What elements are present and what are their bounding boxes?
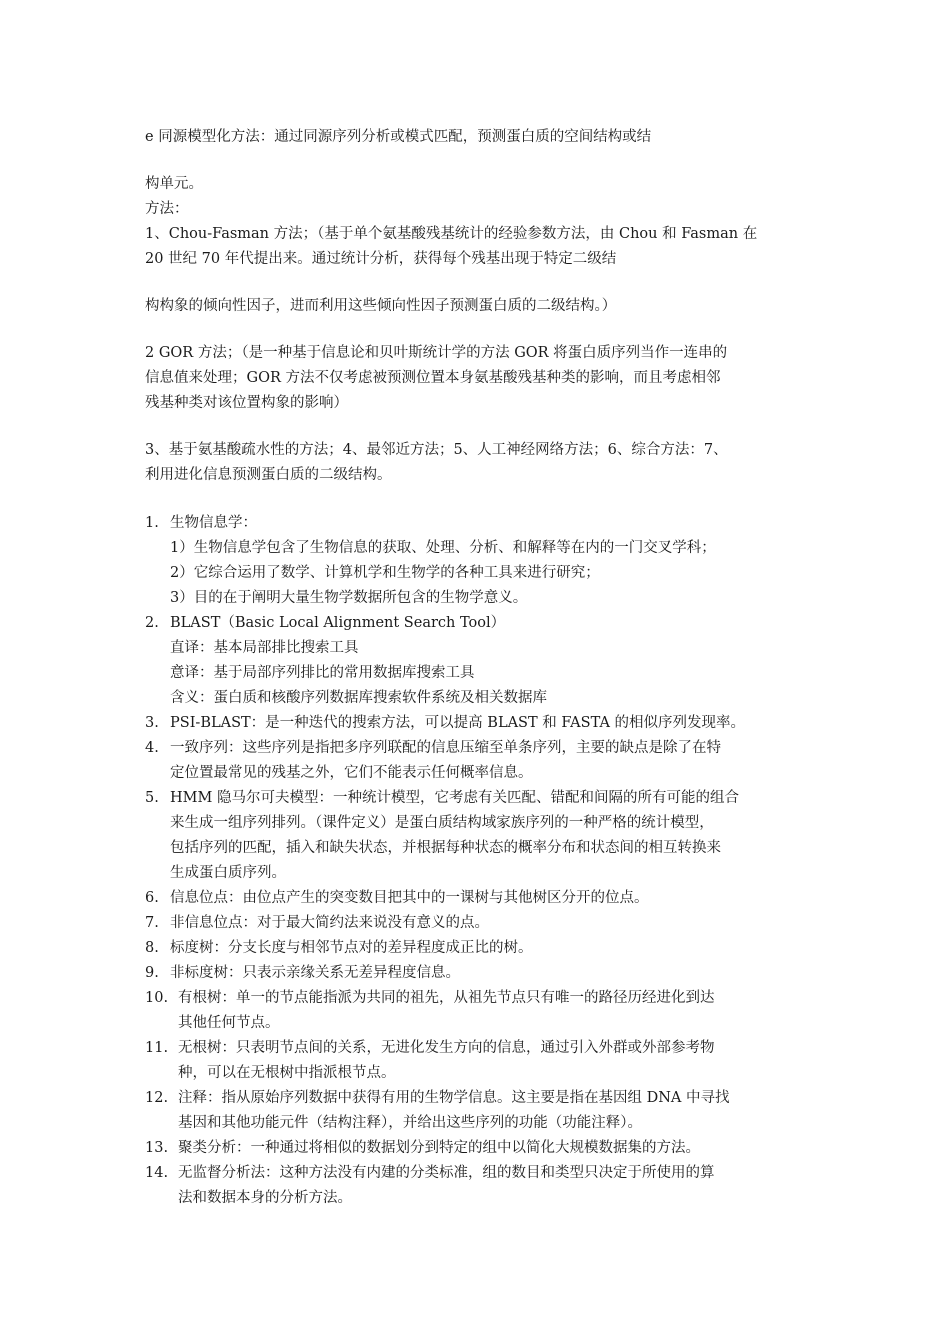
paragraph-line: 残基种类对该位置构象的影响） (145, 395, 348, 411)
list-item: 有根树：单一的节点能指派为共同的祖先，从祖先节点只有唯一的路径历经进化到达 (178, 990, 715, 1006)
list-item: PSI-BLAST：是一种迭代的搜索方法，可以提高 BLAST 和 FASTA 的相似序列发现率。 (170, 715, 746, 731)
paragraph-line: 3、基于氨基酸疏水性的方法；4、最邻近方法；5、人工神经网络方法；6、综合方法：7、 (145, 442, 728, 458)
list-number: 10. (145, 990, 169, 1006)
list-number: 5. (145, 790, 159, 806)
paragraph-line: 方法： (145, 201, 189, 217)
list-item: 标度树：分支长度与相邻节点对的差异程度成正比的树。 (170, 940, 533, 956)
list-item: 生物信息学： (170, 515, 257, 531)
list-subitem: 意译：基于局部序列排比的常用数据库搜索工具 (170, 665, 475, 681)
list-item-continued: 包括序列的匹配，插入和缺失状态，并根据每种状态的概率分布和状态间的相互转换来 (170, 840, 721, 856)
list-item: 非标度树：只表示亲缘关系无差异程度信息。 (170, 965, 460, 981)
paragraph-line: e 同源模型化方法：通过同源序列分析或模式匹配，预测蛋白质的空间结构或结 (145, 129, 652, 145)
list-item: 无根树：只表明节点间的关系，无进化发生方向的信息，通过引入外群或外部参考物 (178, 1040, 715, 1056)
list-item: 非信息位点：对于最大简约法来说没有意义的点。 (170, 915, 489, 931)
list-item-continued: 定位置最常见的残基之外，它们不能表示任何概率信息。 (170, 765, 533, 781)
list-number: 14. (145, 1165, 169, 1181)
list-number: 13. (145, 1140, 169, 1156)
list-item-continued: 种，可以在无根树中指派根节点。 (178, 1065, 396, 1081)
list-number: 11. (145, 1040, 169, 1056)
list-number: 9. (145, 965, 159, 981)
paragraph-line: 1、Chou-Fasman 方法；（基于单个氨基酸残基统计的经验参数方法，由 Chou 和 Fasman 在 (145, 226, 758, 242)
list-subitem: 2）它综合运用了数学、计算机学和生物学的各种工具来进行研究； (170, 565, 600, 581)
paragraph-line: 利用进化信息预测蛋白质的二级结构。 (145, 467, 392, 483)
list-item-continued: 其他任何节点。 (178, 1015, 280, 1031)
paragraph-line: 20 世纪 70 年代提出来。通过统计分析，获得每个残基出现于特定二级结 (145, 251, 617, 267)
paragraph-line: 构单元。 (145, 176, 203, 192)
list-number: 1. (145, 515, 159, 531)
list-item: 注释：指从原始序列数据中获得有用的生物学信息。这主要是指在基因组 DNA 中寻找 (178, 1090, 730, 1106)
list-number: 12. (145, 1090, 169, 1106)
list-item-continued: 基因和其他功能元件（结构注释），并给出这些序列的功能（功能注释）。 (178, 1115, 642, 1131)
list-item: 聚类分析：一种通过将相似的数据划分到特定的组中以简化大规模数据集的方法。 (178, 1140, 700, 1156)
list-item: BLAST（Basic Local Alignment Search Tool） (170, 615, 506, 631)
list-subitem: 1）生物信息学包含了生物信息的获取、处理、分析、和解释等在内的一门交叉学科； (170, 540, 716, 556)
list-item: HMM 隐马尔可夫模型：一种统计模型，它考虑有关匹配、错配和间隔的所有可能的组合 (170, 790, 739, 806)
paragraph-line: 信息值来处理；GOR 方法不仅考虑被预测位置本身氨基酸残基种类的影响，而且考虑相邻 (145, 370, 721, 386)
list-number: 3. (145, 715, 159, 731)
list-subitem: 含义：蛋白质和核酸序列数据库搜索软件系统及相关数据库 (170, 690, 547, 706)
list-item-continued: 生成蛋白质序列。 (170, 865, 286, 881)
list-number: 7. (145, 915, 159, 931)
list-item: 信息位点：由位点产生的突变数目把其中的一课树与其他树区分开的位点。 (170, 890, 649, 906)
list-number: 6. (145, 890, 159, 906)
list-item: 无监督分析法：这种方法没有内建的分类标准，组的数目和类型只决定于所使用的算 (178, 1165, 715, 1181)
list-item-continued: 法和数据本身的分析方法。 (178, 1190, 352, 1206)
list-subitem: 3）目的在于阐明大量生物学数据所包含的生物学意义。 (170, 590, 528, 606)
paragraph-line: 2 GOR 方法；（是一种基于信息论和贝叶斯统计学的方法 GOR 将蛋白质序列当作一连串的 (145, 345, 728, 361)
list-item: 一致序列：这些序列是指把多序列联配的信息压缩至单条序列，主要的缺点是除了在特 (170, 740, 721, 756)
list-number: 4. (145, 740, 159, 756)
list-subitem: 直译：基本局部排比搜索工具 (170, 640, 359, 656)
list-item-continued: 来生成一组序列排列。（课件定义）是蛋白质结构域家族序列的一种严格的统计模型， (170, 815, 714, 831)
paragraph-line: 构构象的倾向性因子，进而利用这些倾向性因子预测蛋白质的二级结构。） (145, 298, 617, 314)
list-number: 2. (145, 615, 159, 631)
list-number: 8. (145, 940, 159, 956)
